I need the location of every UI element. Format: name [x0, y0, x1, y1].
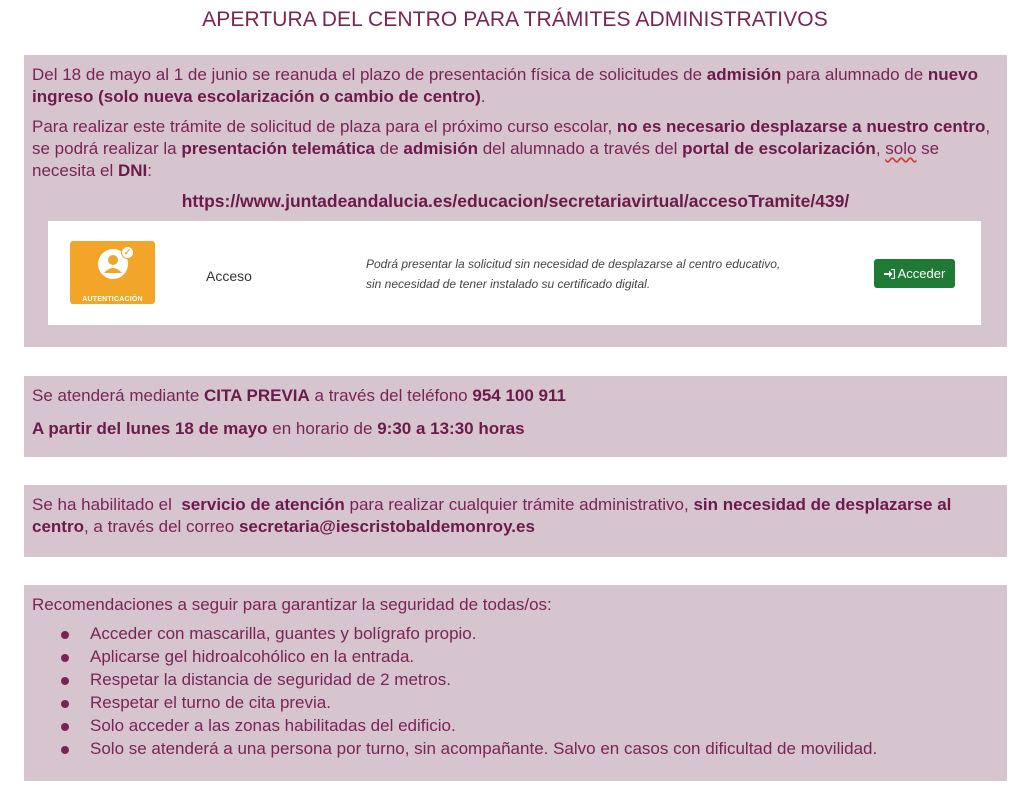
list-item: Aplicarse gel hidroalcohólico en la entrada. [90, 645, 999, 668]
no-travel-highlight: no es necesario desplazarse a nuestro centro [616, 117, 986, 136]
text-segment: , se podrá realizar la [32, 117, 991, 158]
description-line: Podrá presentar la solicitud sin necesidad de desplazarse al centro educativo, [366, 257, 781, 271]
text-segment: para alumnado de [781, 65, 928, 84]
schedule-line [32, 418, 999, 440]
list-item: Solo acceder a las zonas habilitadas del edificio. [90, 714, 999, 737]
no-travel-highlight: sin necesidad de desplazarse al centro [32, 495, 952, 536]
text-segment: para realizar cualquier trámite administrativo, [344, 495, 694, 514]
acceder-button[interactable] [874, 259, 955, 288]
authentication-label: AUTENTICACIÓN [82, 296, 143, 303]
recommendations-list [32, 622, 999, 760]
list-item: Acceder con mascarilla, guantes y bolígrafo propio. [90, 622, 999, 645]
text-segment: se necesita el [32, 139, 940, 180]
list-item: Respetar el turno de cita previa. [90, 691, 999, 714]
appointment-box [24, 376, 1007, 457]
text-segment: , a través del correo [83, 517, 239, 536]
admission-info-box [24, 55, 1007, 347]
dni-highlight: DNI [118, 161, 148, 180]
recommendations-intro: Recomendaciones a seguir para garantizar la seguridad de todas/os: [32, 595, 552, 614]
telematic-highlight: presentación telemática [181, 139, 376, 158]
recommendations-box [24, 585, 1007, 781]
text-segment: Para realizar este trámite de solicitud de plaza para el próximo curso escolar, [32, 117, 617, 136]
text-segment: en horario de [267, 419, 378, 438]
check-icon: ✓ [121, 246, 134, 259]
text-segment: del alumnado a través del [478, 139, 683, 158]
email-address[interactable]: secretaria@iescristobaldemonroy.es [238, 517, 535, 536]
phone-number: 954 100 911 [472, 386, 566, 405]
acceder-label: Acceder [897, 266, 946, 281]
telematic-paragraph [32, 116, 999, 182]
page-title: APERTURA DEL CENTRO PARA TRÁMITES ADMINISTRATIVOS [202, 8, 828, 31]
service-highlight: servicio de atención [181, 495, 345, 514]
email-service-paragraph [32, 494, 999, 538]
access-label: Acceso [206, 268, 252, 284]
start-date-highlight: A partir del lunes 18 de mayo [32, 419, 268, 438]
access-description [366, 254, 836, 294]
text-segment: Del 18 de mayo al 1 de junio se reanuda el plazo de presentación física de solicitudes de [32, 65, 707, 84]
text-segment: . [480, 87, 486, 106]
new-enrollment-highlight: nuevo ingreso (solo nueva escolarización o cambio de centro) [32, 65, 978, 106]
appointment-line [32, 385, 999, 407]
admission-highlight: admisión [403, 139, 478, 158]
admission-highlight: admisión [706, 65, 782, 84]
spellcheck-word: solo [885, 139, 917, 158]
hours-highlight: 9:30 a 13:30 horas [377, 419, 525, 438]
text-segment: de [375, 139, 404, 158]
admission-paragraph [32, 64, 999, 108]
sign-in-icon [884, 266, 898, 281]
description-line: sin necesidad de tener instalado su certificado digital. [366, 277, 651, 291]
text-segment: Se ha habilitado el [32, 495, 182, 514]
list-item: Respetar la distancia de seguridad de 2 metros. [90, 668, 999, 691]
text-segment: , [875, 139, 886, 158]
text-segment: Se atenderá mediante [32, 386, 205, 405]
portal-url-link[interactable]: https://www.juntadeandalucia.es/educacion/secretariavirtual/accesoTramite/439/ [181, 191, 850, 211]
email-service-box [24, 485, 1007, 557]
authentication-tile[interactable] [70, 241, 155, 304]
access-card [48, 221, 981, 325]
portal-highlight: portal de escolarización [682, 139, 876, 158]
list-item: Solo se atenderá a una persona por turno, sin acompañante. Salvo en casos con dificultad de movilidad. [90, 737, 999, 760]
text-segment: a través del teléfono [309, 386, 473, 405]
cita-previa-highlight: CITA PREVIA [204, 386, 310, 405]
text-segment: : [147, 161, 153, 180]
